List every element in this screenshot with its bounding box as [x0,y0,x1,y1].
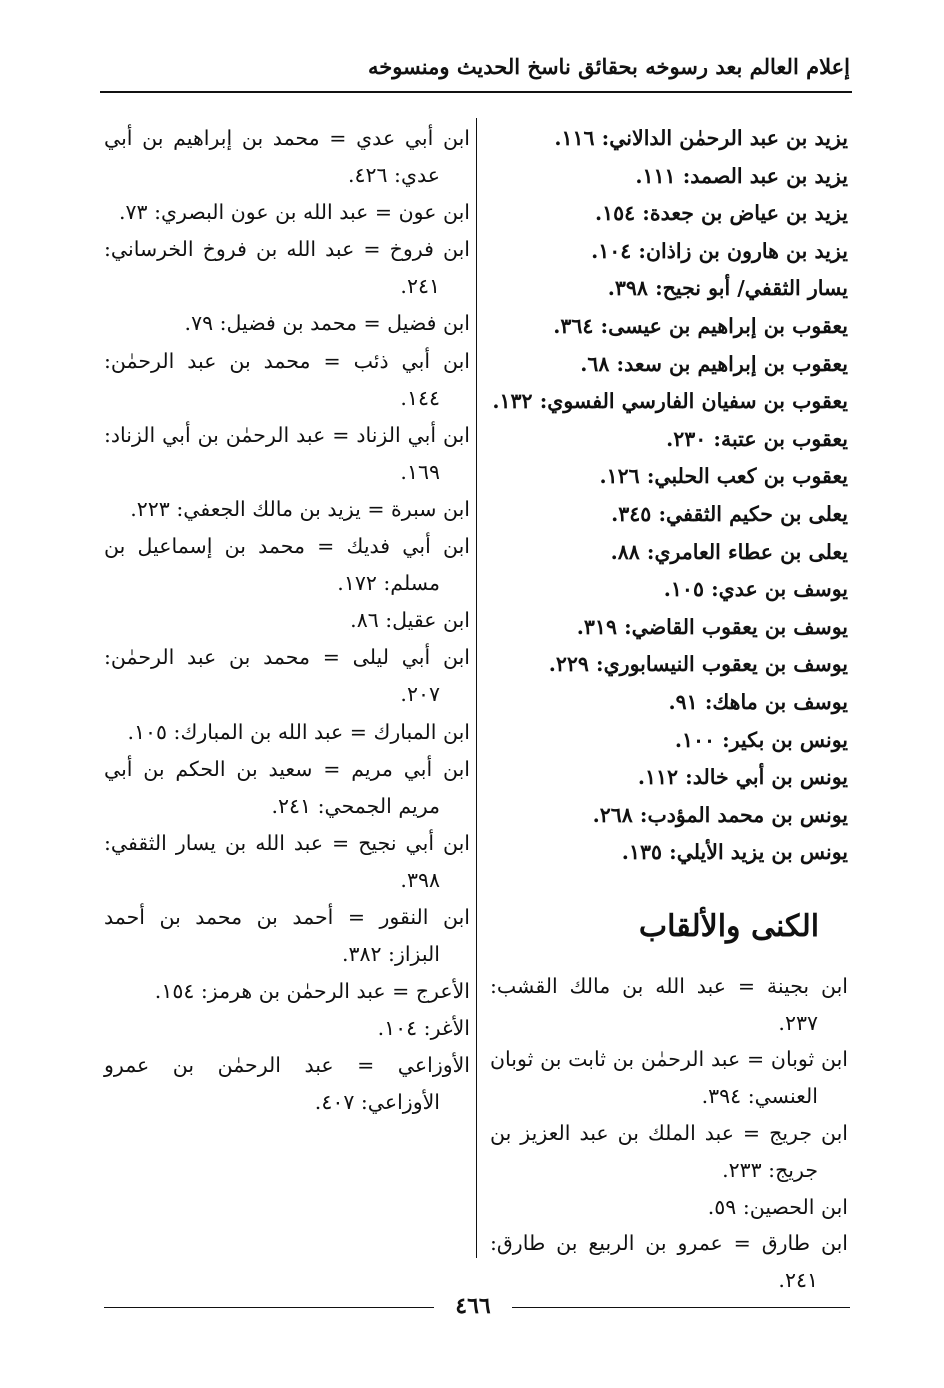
index-entry: يعلى بن عطاء العامري: ٨٨. [610,539,848,564]
kunya-entry: ابن فضيل = محمد بن فضيل: ٧٩. [184,311,470,336]
index-entry: يونس بن محمد المؤدب: ٢٦٨. [592,802,848,827]
kunya-entry: ابن أبي نجيح = عبد الله بن يسار الثقفي: ٣٩٨. [104,830,470,892]
index-entry: يونس بن بكير: ١٠٠. [674,727,848,752]
page-number: ٤٦٦ [455,1293,491,1319]
kunya-entry: ابن النقور = أحمد بن محمد بن أحمد البزاز: ٣٨٢. [104,904,470,967]
kunya-entry: ابن أبي ذئب = محمد بن عبد الرحمٰن: ١٤٤. [104,348,470,410]
index-entry: يونس بن أبي خالد: ١١٢. [637,765,848,790]
kunya-entry: ابن سبرة = يزيد بن مالك الجعفي: ٢٢٣. [130,496,470,521]
kunya-entry: ابن بجينة = عبد الله بن مالك القشب: ٢٣٧. [490,973,848,1035]
kunya-entry: ابن الحصين: ٥٩. [707,1194,848,1219]
kunya-entry: الأعرج = عبد الرحمٰن بن هرمز: ١٥٤. [154,979,470,1004]
index-entry: يعقوب بن إبراهيم بن عيسى: ٣٦٤. [553,313,848,338]
kunya-entry: ابن طارق = عمرو بن الربيع بن طارق: ٢٤١. [490,1231,848,1293]
index-entry: يزيد بن عبد الصمد: ١١١. [635,163,848,188]
index-entry: يوسف بن يعقوب القاضي: ٣١٩. [576,614,848,639]
index-entry: يوسف بن يعقوب النيسابوري: ٢٢٩. [548,652,848,677]
index-entry: يوسف بن عدي: ١٠٥. [663,577,848,602]
column-divider [476,118,477,1258]
index-entry: يزيد بن هارون بن زاذان: ١٠٤. [591,238,848,263]
header-rule [100,91,852,93]
index-entry: يونس بن يزيد الأيلي: ١٣٥. [621,840,848,865]
kunya-entry: ابن عون = عبد الله بن عون البصري: ٧٣. [118,200,470,225]
index-entry: يعقوب بن عتبة: ٢٣٠. [666,426,848,451]
index-entry: يعقوب بن كعب الحلبي: ١٢٦. [599,464,848,489]
kunya-entry: ابن جريج = عبد الملك بن عبد العزيز بن جريج: ٢٣٣. [490,1121,848,1182]
kunya-entry: الأوزاعي = عبد الرحمٰن بن عمرو الأوزاعي: ٤٠٧. [104,1053,470,1115]
index-entry: يعقوب بن إبراهيم بن سعد: ٦٨. [580,351,848,376]
index-entry: يسار الثقفي/ أبو نجيح: ٣٩٨. [607,276,848,301]
left-column [104,120,470,1122]
kunya-entry: الأغر: ١٠٤. [377,1016,470,1041]
right-column [490,120,848,1299]
kunya-entry: ابن عقيل: ٨٦. [350,608,470,633]
kunya-entry: ابن أبي الزناد = عبد الرحمٰن بن أبي الزناد: ١٦٩. [104,422,470,484]
footer-rule-right [512,1307,850,1308]
index-entry: يعلى بن حكيم الثقفي: ٣٤٥. [611,501,848,526]
index-entry: يزيد بن عياض بن جعدة: ١٥٤. [594,201,848,226]
footer-rule-left [104,1307,434,1308]
index-entry: يوسف بن ماهك: ٩١. [668,689,848,714]
index-entry: يعقوب بن سفيان الفارسي الفسوي: ١٣٢. [492,389,848,414]
kunya-list-right [490,968,848,1299]
kunya-entry: ابن أبي عدي = محمد بن إبراهيم بن أبي عدي: ٤٢٦. [104,126,470,188]
section-heading: الكنى والألقاب [638,908,820,944]
running-header: إعلام العالم بعد رسوخه بحقائق ناسخ الحديث ومنسوخه [367,54,850,79]
kunya-entry: ابن ثوبان = عبد الرحمٰن بن ثابت بن ثوبان العنسي: ٣٩٤. [490,1047,848,1109]
kunya-entry: ابن أبي مريم = سعيد بن الحكم بن أبي مريم الجمحي: ٢٤١. [104,756,470,818]
kunya-entry: ابن فروخ = عبد الله بن فروخ الخرساني: ٢٤١. [104,237,470,299]
kunya-entry: ابن أبي ليلى = محمد بن عبد الرحمٰن: ٢٠٧. [104,645,470,707]
names-index [490,120,848,872]
kunya-entry: ابن أبي فديك = محمد بن إسماعيل بن مسلم: ١٧٢. [104,534,470,596]
kunya-entry: ابن المبارك = عبد الله بن المبارك: ١٠٥. [127,719,470,744]
index-entry: يزيد بن عبد الرحمٰن الدالاني: ١١٦. [554,126,848,150]
